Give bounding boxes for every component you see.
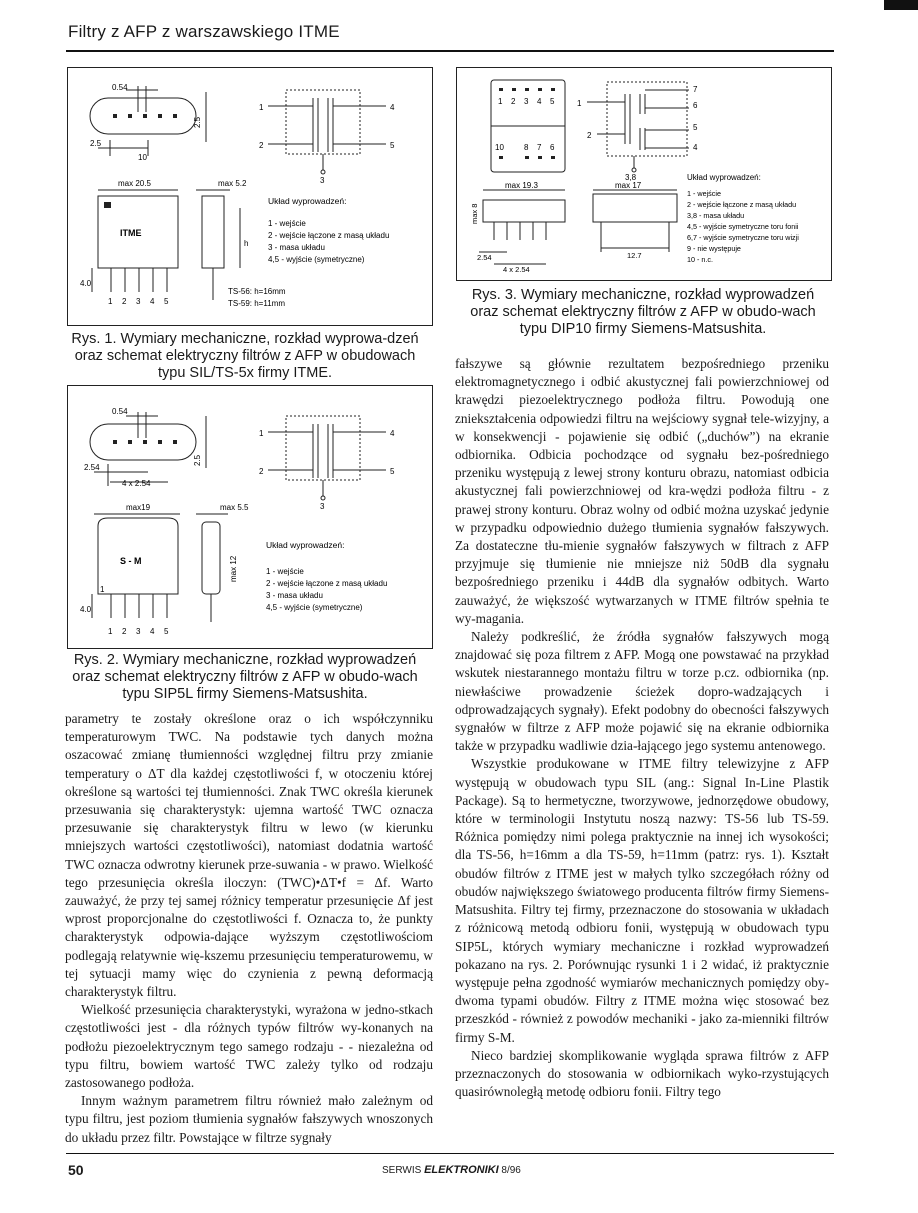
fig2-dim-span: 4 x 2.54 [122,479,151,488]
figure-1-caption: Rys. 1. Wymiary mechaniczne, rozkład wyprowa-dzeń oraz schemat elektryczny filtrów z AFP w obudowach typu SIL/TS-5x firmy ITME. [71,331,419,381]
fig2-body-label: S - M [120,556,142,566]
right-paragraph-3: Wszystkie produkowane w ITME filtry telewizyjne z AFP występują w obudowach typu SIL (ang.: Signal In-Line Plastik Package). Są to hermetyczne, tworzywowe, jednorzędowe obudowy, które w terminologii Instytutu noszą nazwy: TS-56 lub TS-59. Różnica pomiędzy nimi polega praktycznie na innej ich wysokości; dla TS-56, h=16mm a dla TS-59, h=11mm (patrz: rys. 1). Kształt obudów filtrów z ITME jest w małych tylko szczegółach różny od obudów największego światowego producenta filtrów firmy Siemens-Matsushita. Filtry tej firmy, przeznaczone do stosowania w układach z różnicową metodą odbioru fonii, występują w obudowach typu SIP5L, których wymiary mechaniczne i rozkład wyprowadzeń pokazano na rys. 2. Porównując rysunki 1 i 2 widać, iż praktycznie występuje pełna zgodność wymiarów mechanicznych pomiędzy oby-dwoma typami obudów. Filtry z ITME można więc stosować bez przeszkód - również z powodów mechaniki - jako za-mienniki filtrów firmy S-M. [455,756,829,1045]
figure-1 [67,67,433,326]
fig3-legend-6: 9 - nie występuje [687,244,741,253]
fig3-dim-row: 12.7 [627,251,642,260]
right-paragraph-2: Należy podkreślić, że źródła sygnałów fałszywych mogą znajdować się poza filtrem z AFP. Mogą one powstawać na przykład wskutek niestarannego montażu filtru w torze p.cz. odbiornika (np. niewłaściwe prowadzenie ścieżek dopro-wadzających i odprowadzających sygnały). Efekt podobny do obecności fałszywych sygnałów w filtrze z AFP może pojawić się na ekranie odbiornika także w przypadku wadliwie dzia-łającego jego systemu antenowego. [455,629,829,754]
fig1-pin-4: 4 [150,297,155,306]
fig2-dim-depth: max 5.5 [220,503,249,512]
fig1-dim-height: h [244,239,249,248]
fig3-legend-5: 6,7 - wyjście symetryczne toru wizji [687,233,799,242]
fig3-schematic-pin-5: 5 [693,123,698,132]
fig1-schematic-pin-4: 4 [390,103,395,112]
fig2-pin-2: 2 [122,627,127,636]
fig2-legend-title: Układ wyprowadzeń: [266,540,345,550]
fig1-pin-5: 5 [164,297,169,306]
figure-3 [456,67,832,281]
fig2-dim-one: 1 [100,585,105,594]
fig3-top-pin-4: 4 [537,97,542,106]
fig3-dim-height: max 8 [470,203,479,224]
right-paragraph-1: fałszywe są głównie rezultatem bezpośredniego przeniku elektromagnetycznego i odbić akustycznej fali powierzchniowej od krawędzi piezoelektrycznego podłoża filtru. Powodują one zniekształcenia odpowiedzi filtru na wejściowy sygnał tele-wizyjny, a w konsekwencji - pojawienie się odbić („duchów”) na ekranie odbiornika. Odbicia pochodzące od sygnału bez-pośredniego przeniku występują z lewej strony konturu obrazu, natomiast odbicia akustycznej fali powierzchniowej od kra-wędzi podłoża filtru - z prawej strony konturu. Obraz wolny od odbić można uzyskać jedynie w przypadku odpowiednio dużego tłumienia sygnałów fałszywych. Za dostateczne tłu-mienie sygnałów fałszywych w filtrach z AFP przyjmuje się tłumienie nie mniejsze niż 50dB dla sygnału bezpośredniego przeniku i 44dB dla sygnałów odbitych. Warto zauważyć, że większość wytwarzanych w ITME filtrów spełnia te wy-magania. [455,356,829,626]
fig1-dim-span: 10 [138,153,147,162]
fig1-dim-pitch: 0.54 [112,83,128,92]
fig2-dim-width: max19 [126,503,151,512]
fig2-schematic-pin-4: 4 [390,429,395,438]
fig3-dim-width: max 19.3 [505,181,538,190]
magazine-footer [382,1164,521,1176]
fig1-dim-depth: max 5.2 [218,179,247,188]
fig2-dim-h: 2.5 [193,454,202,466]
left-column [65,710,433,1147]
magazine-issue: 8/96 [501,1165,521,1176]
fig1-schematic-pin-2: 2 [259,141,264,150]
fig1-pin-3: 3 [136,297,141,306]
fig3-top-pin-5: 5 [550,97,555,106]
fig3-schematic-pin-1: 1 [577,99,582,108]
fig1-pin-1: 1 [108,297,113,306]
fig3-legend-title: Układ wyprowadzeń: [687,173,761,182]
fig3-schematic-pin-7: 7 [693,85,698,94]
fig3-bottom-pin-8: 8 [524,143,529,152]
fig3-schematic-pin-38: 3,8 [625,173,637,182]
magazine-prefix: SERWIS [382,1165,422,1176]
fig2-legend-3: 3 - masa układu [266,591,323,600]
fig1-legend-3: 3 - masa układu [268,243,325,252]
fig1-dim-left: 2.5 [90,139,102,148]
fig1-dim-h: 2.5 [193,116,202,128]
figure-3-caption: Rys. 3. Wymiary mechaniczne, rozkład wyprowadzeń oraz schemat elektryczny filtrów z AFP w obudo-wach typu DIP10 firmy Siemens-Matsushita. [470,287,816,337]
fig2-schematic-pin-2: 2 [259,467,264,476]
fig1-legend-2: 2 - wejście łączone z masą układu [268,231,390,240]
fig2-schematic-pin-3: 3 [320,502,325,511]
fig2-legend-2: 2 - wejście łączone z masą układu [266,579,388,588]
fig3-legend-2: 2 - wejście łączone z masą układu [687,200,797,209]
fig1-legend-1: 1 - wejście [268,219,306,228]
fig3-legend-7: 10 - n.c. [687,255,713,264]
fig3-legend-4: 4,5 - wyjście symetryczne toru fonii [687,222,799,231]
fig1-schematic-pin-5: 5 [390,141,395,150]
fig1-legend-4: 4,5 - wyjście (symetryczne) [268,255,365,264]
left-paragraph-3: Innym ważnym parametrem filtru również mało zależnym od typu filtru, jest poziom tłumienia sygnałów fałszywych wnoszonych do układu przez filtr. Powstające w filtrze sygnały [65,1093,433,1145]
left-paragraph-1: parametry te zostały określone oraz o ich współczynniku temperaturowym TWC. Na podstawie tych danych można oszacować zmianę tłumienności względnej filtru przy zmianie temperatury o ΔT dla każdej częstotliwości f, w otoczeniu której określone są wartości tej tłumienności. Znak TWC określa kierunek przesuwania się charakterystyk: ujemna wartość TWC oznacza przesuwanie się charakterystyk filtru w lewo (w kierunku mniejszych wartości częstotliwości), natomiast dodatnia wartość TWC oznacza odwrotny kierunek prze-suwania - w prawo. Wielkość tego przesunięcia określa iloczyn: (TWC)•ΔT•f = Δf. Warto zauważyć, że przy tej samej różnicy temperatur przesunięcie Δf jest wprost proporcjonalne do częstotliwości f. Oznacza to, że punkty charakterystyk odpowia-dające wyższym częstotliwościom podlegają relatywnie wię-kszemu przesunięciu temperaturowemu, w tej sytuacji mamy więc do czynienia z pewną deformacją charakterystyk filtru. [65,711,433,1000]
fig2-legend-1: 1 - wejście [266,567,304,576]
fig1-height-2: TS-59: h=11mm [228,299,285,308]
figure-3-drawing [457,68,831,280]
fig3-bottom-pin-10: 10 [495,143,504,152]
fig3-dim-span: 4 x 2.54 [503,265,530,274]
fig1-dim-width: max 20.5 [118,179,151,188]
fig3-schematic-pin-4: 4 [693,143,698,152]
header-rule [66,50,834,52]
fig2-dim-height: max 12 [229,555,238,582]
fig2-pin-1: 1 [108,627,113,636]
fig1-schematic-pin-1: 1 [259,103,264,112]
figure-2 [67,385,433,649]
fig1-legend-title: Układ wyprowadzeń: [268,196,347,206]
fig2-pin-3: 3 [136,627,141,636]
fig1-schematic-pin-3: 3 [320,176,325,185]
fig1-dim-leg: 4.0 [80,279,92,288]
figure-1-drawing [68,68,432,325]
figure-2-caption: Rys. 2. Wymiary mechaniczne, rozkład wyprowadzeń oraz schemat elektryczny filtrów z AFP w obudo-wach typu SIP5L firmy Siemens-Matsushita. [72,652,418,702]
fig3-legend-1: 1 - wejście [687,189,721,198]
fig2-schematic-pin-5: 5 [390,467,395,476]
fig2-dim-leg: 4.0 [80,605,92,614]
fig2-pin-4: 4 [150,627,155,636]
fig2-legend-4: 4,5 - wyjście (symetryczne) [266,603,363,612]
fig3-top-pin-1: 1 [498,97,503,106]
fig1-pin-2: 2 [122,297,127,306]
right-paragraph-4: Nieco bardziej skomplikowanie wygląda sprawa filtrów z AFP przeznaczonych do stosowania w odbiornikach wyko-rzystujących quasirównoległą metodę odbioru fonii. Filtry tego [455,1047,829,1100]
fig3-bottom-pin-7: 7 [537,143,542,152]
fig3-bottom-pin-6: 6 [550,143,555,152]
fig3-dim-depth: max 17 [615,181,642,190]
magazine-brand: ELEKTRONIKI [424,1164,499,1176]
fig3-dim-pitch: 2.54 [477,253,492,262]
page-header: Filtry z AFP z warszawskiego ITME [68,22,340,41]
fig3-schematic-pin-2: 2 [587,131,592,140]
fig3-legend-3: 3,8 - masa układu [687,211,745,220]
footer-rule [66,1153,834,1154]
fig3-top-pin-2: 2 [511,97,516,106]
fig2-dim-left: 2.54 [84,463,100,472]
fig3-top-pin-3: 3 [524,97,529,106]
page-number: 50 [68,1162,84,1178]
fig2-pin-5: 5 [164,627,169,636]
fig1-height-1: TS-56: h=16mm [228,287,286,296]
fig3-schematic-pin-6: 6 [693,101,698,110]
corner-mark [884,0,918,10]
right-column [455,355,829,1101]
fig2-dim-pitch: 0.54 [112,407,128,416]
fig2-schematic-pin-1: 1 [259,429,264,438]
fig1-body-label: ITME [120,228,142,238]
left-paragraph-2: Wielkość przesunięcia charakterystyki, wyrażona w jedno-stkach częstotliwości jest - dla różnych typów filtrów wy-konanych na podłożu piezoelektrycznym tego samego rodzaju - - niezależna od typu filtru, bowiem wartość TWC zależy tylko od rodzaju zastosowanego podłoża. [65,1002,433,1091]
figure-2-drawing [68,386,432,648]
